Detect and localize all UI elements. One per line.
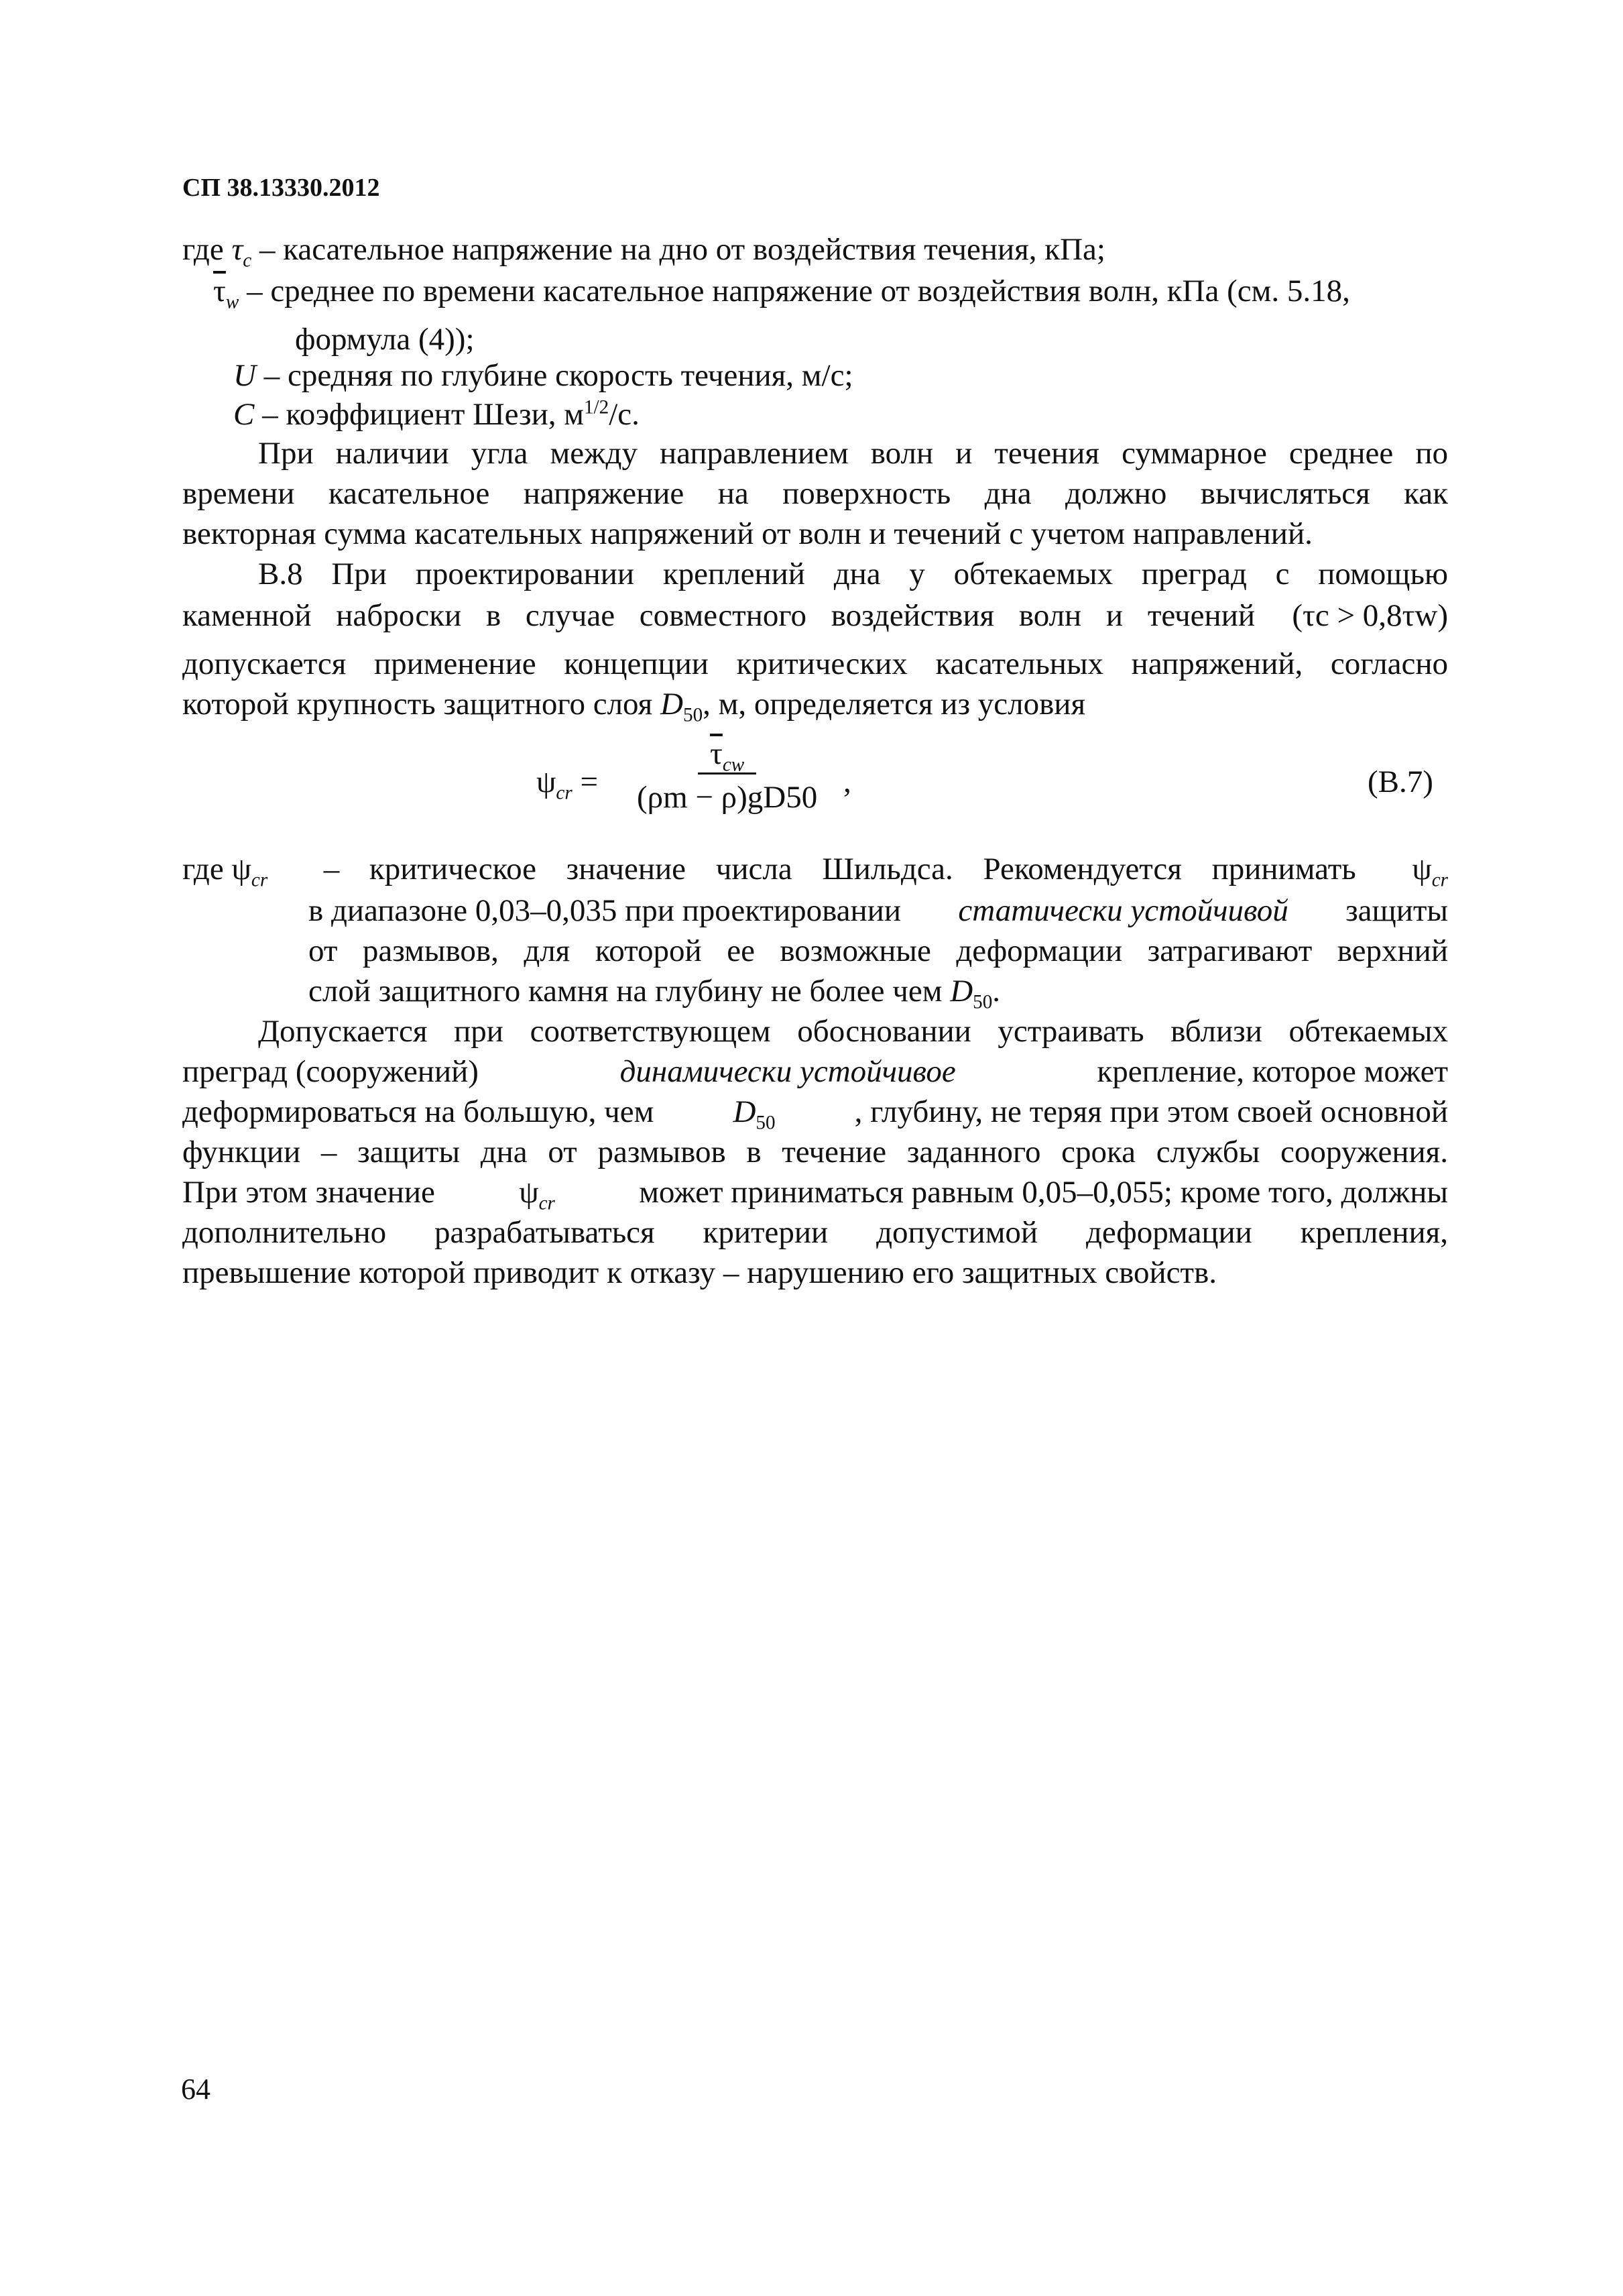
def-psi-line-1: где $\psi_{cr}$ – критическое значение числа Шильдса. Рекомендуется принимать $\psi_{cr}$ [182, 852, 1448, 891]
para-dyn-line-7: превышение которой приводит к отказу – нарушению его защитных свойств. [182, 1255, 1217, 1290]
formula-numerator: $\overline{\tau}_{cw}$ [698, 735, 756, 774]
para-angle-line-3: векторная сумма касательных напряжений от волн и течений с учетом направлений. [182, 516, 1313, 551]
formula-fraction [637, 735, 817, 817]
para-dyn-line-6: дополнительно разрабатываться критерии допустимой деформации крепления, [182, 1215, 1448, 1250]
para-dyn-line-4: функции – защиты дна от размывов в течение заданного срока службы сооружения. [182, 1135, 1448, 1169]
para-dyn-line-3: деформироваться на большую, чем $D_{50}$ , глубину, не теряя при этом своей основной [182, 1094, 1448, 1134]
para-b8-line-3: допускается применение концепции критических касательных напряжений, согласно [182, 646, 1448, 681]
def-psi-line-4: слой защитного камня на глубину не более чем $D_{50}$. [308, 974, 1001, 1013]
para-angle-line-1: При наличии угла между направлением волн и течения суммарное среднее по [258, 436, 1448, 471]
formula-denominator: (ρm − ρ)gD50 [637, 780, 818, 815]
formula-label: (В.7) [1368, 764, 1433, 799]
para-dyn-line-5: При этом значение $\psi_{cr}$ может приниматься равным 0,05–0,055; кроме того, должны [182, 1175, 1448, 1214]
def-tau-c: где $\tau_c$ – касательное напряжение на дно от воздействия течения, кПа; [182, 232, 1105, 272]
para-b8-line-2: каменной наброски в случае совместного воздействия волн и течений (τc > 0,8τw) [182, 595, 1448, 636]
page-number: 64 [181, 2073, 211, 2106]
def-c: C – коэффициент Шези, $м^{1/2}/с$. [233, 396, 640, 432]
para-dyn-line-1: Допускается при соответствующем обосновании устраивать вблизи обтекаемых [258, 1014, 1448, 1049]
def-psi-line-2: в диапазоне 0,03–0,035 при проектировании статически устойчивой защиты [308, 893, 1448, 928]
para-angle-line-2: времени касательное напряжение на поверхность дна должно вычисляться как [182, 476, 1448, 511]
para-b8-line-1: В.8 При проектировании креплений дна у обтекаемых преград с помощью [258, 557, 1448, 591]
def-tau-w-cont: формула (4)); [295, 322, 475, 357]
def-u: U – средняя по глубине скорость течения, м/с; [233, 358, 853, 393]
tau-condition: (τc > 0,8τw) [1292, 598, 1448, 633]
formula-lhs: $\psi_{cr}$ = [536, 764, 598, 804]
def-tau-w: $\overline{\tau}_w$ – среднее по времени касательное напряжение от воздействия волн, кПа (см. 5.18, [213, 274, 1350, 313]
para-b8-line-4: которой крупность защитного слоя $D_{50}$, м, определяется из условия [182, 687, 1086, 726]
document-code: СП 38.13330.2012 [182, 174, 380, 202]
para-dyn-line-2: преград (сооружений) динамически устойчивое крепление, которое может [182, 1054, 1448, 1089]
def-psi-line-3: от размывов, для которой ее возможные деформации затрагивают верхний [308, 933, 1448, 968]
formula-comma: , [843, 764, 851, 799]
